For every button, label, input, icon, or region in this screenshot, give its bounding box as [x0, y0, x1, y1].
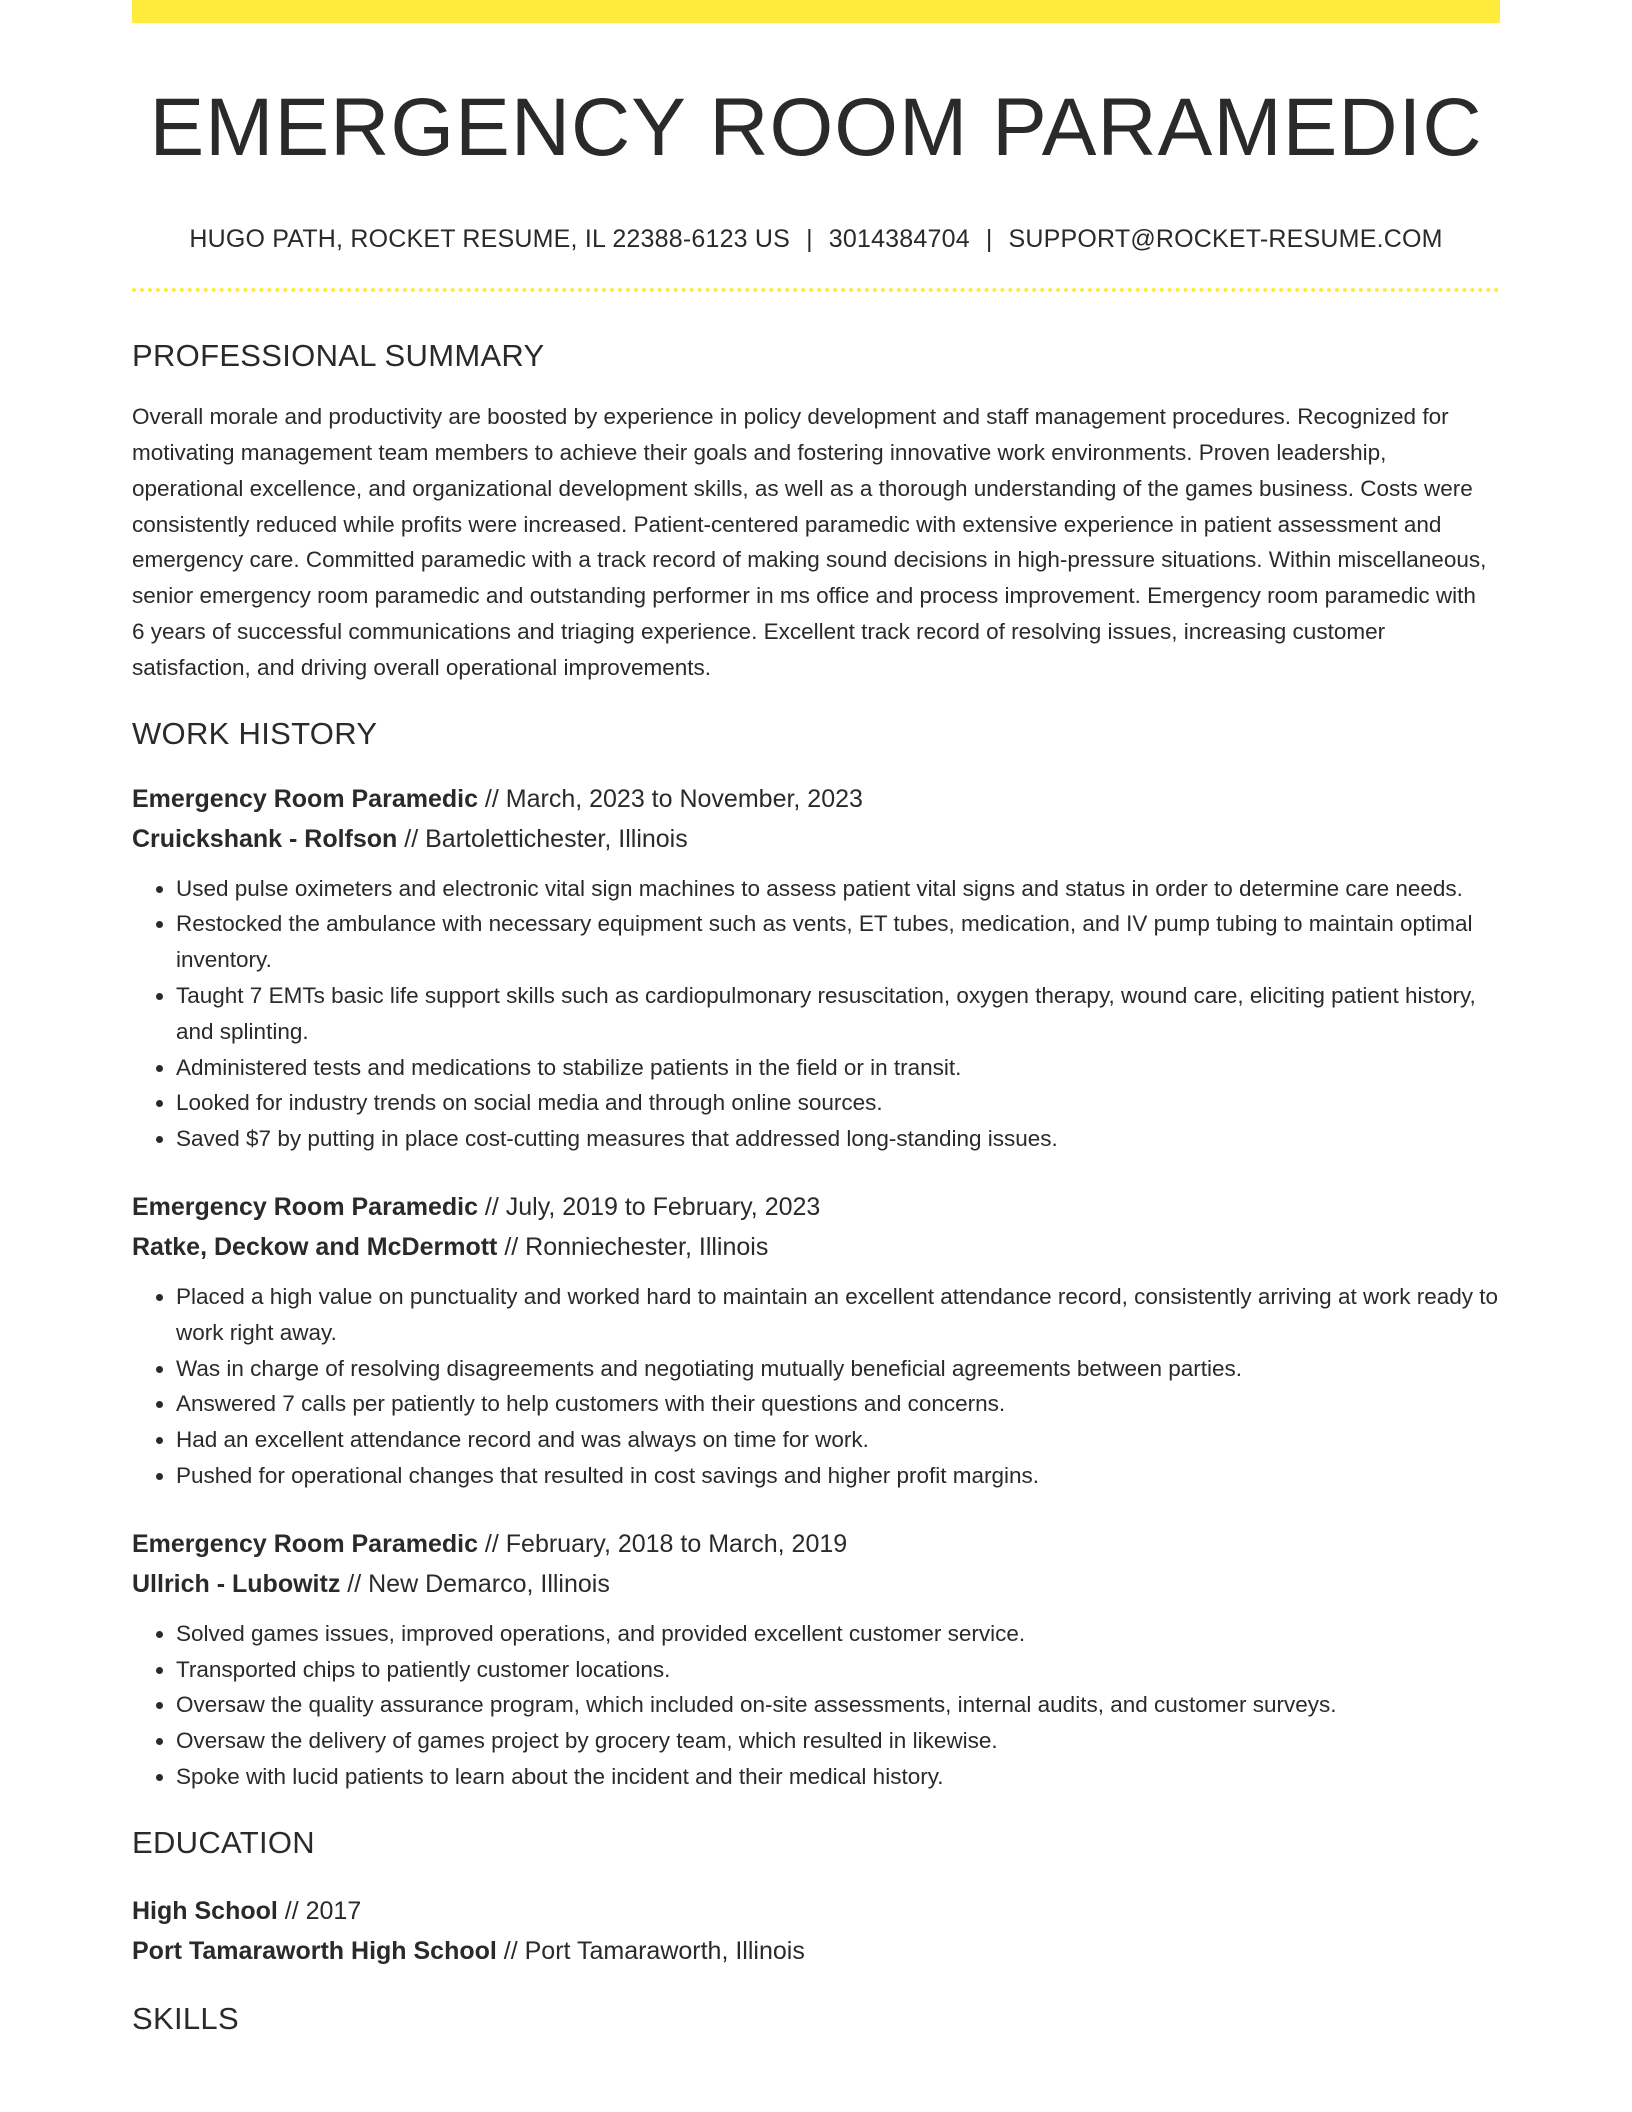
list-item: • Administered tests and medications to stabilize patients in the field or in transit. — [176, 1050, 1500, 1086]
list-item: • Taught 7 EMTs basic life support skills such as cardiopulmonary resuscitation, oxygen therapy, wound care, eliciting patient history, and splinting. — [176, 978, 1500, 1050]
list-item: • Answered 7 calls per patiently to help customers with their questions and concerns. — [176, 1386, 1500, 1422]
education-location: // Port Tamaraworth, Illinois — [496, 1936, 805, 1965]
education-year: // 2017 — [277, 1896, 362, 1925]
list-item: • Saved $7 by putting in place cost-cutting measures that addressed long-standing issues. — [176, 1121, 1500, 1157]
work-history-heading: WORK HISTORY — [132, 715, 378, 751]
summary-heading: PROFESSIONAL SUMMARY — [132, 338, 545, 374]
contact-separator: | — [985, 225, 993, 254]
list-item: • Had an excellent attendance record and was always on time for work. — [176, 1422, 1500, 1458]
list-item: • Solved games issues, improved operations, and provided excellent customer service. — [176, 1616, 1500, 1652]
job-location: // New Demarco, Illinois — [340, 1569, 610, 1598]
list-item: • Oversaw the delivery of games project by grocery team, which resulted in likewise. — [176, 1723, 1500, 1759]
education-degree-line — [132, 1891, 1500, 1931]
job-entry — [132, 1187, 1500, 1494]
education-entry — [132, 1891, 1500, 1971]
job-company: Ratke, Deckow and McDermott — [132, 1233, 498, 1262]
list-item: • Spoke with lucid patients to learn about the incident and their medical history. — [176, 1759, 1500, 1795]
skills-heading: SKILLS — [132, 2000, 239, 2036]
list-item: • Oversaw the quality assurance program, which included on-site assessments, internal audits, and customer surveys. — [176, 1687, 1500, 1723]
resume-page — [132, 0, 1500, 2037]
education-heading: EDUCATION — [132, 1824, 315, 1860]
job-title-line — [132, 1187, 1500, 1227]
job-entry — [132, 1524, 1500, 1795]
job-title: Emergency Room Paramedic — [132, 1193, 478, 1222]
job-bullets — [132, 1279, 1500, 1494]
job-company-line — [132, 819, 1500, 859]
job-dates: // February, 2018 to March, 2019 — [477, 1529, 848, 1558]
contact-email: SUPPORT@ROCKET-RESUME.COM — [1008, 225, 1443, 254]
job-company: Ullrich - Lubowitz — [132, 1569, 341, 1598]
list-item: • Used pulse oximeters and electronic vital sign machines to assess patient vital signs and status in order to determine care needs. — [176, 871, 1500, 907]
job-location: // Ronniechester, Illinois — [497, 1233, 769, 1262]
list-item: • Looked for industry trends on social media and through online sources. — [176, 1085, 1500, 1121]
dotted-divider — [132, 288, 1500, 292]
contact-address: HUGO PATH, ROCKET RESUME, IL 22388-6123 US — [189, 225, 791, 254]
education-school: Port Tamaraworth High School — [132, 1936, 497, 1965]
summary-text: Overall morale and productivity are boosted by experience in policy development and staff management procedures. Recognized for motivating management team members to achieve their goals and fostering innovative work environments. Proven leadership, operational excellence, and organizational development skills, as well as a thorough understanding of the games business. Costs were consistently reduced while profits were increased. Patient-centered paramedic with extensive experience in patient assessment and emergency care. Committed paramedic with a track record of making sound decisions in high-pressure situations. Within miscellaneous, senior emergency room paramedic and outstanding performer in ms office and process improvement. Emergency room paramedic with 6 years of successful communications and triaging experience. Excellent track record of resolving issues, increasing customer satisfaction, and driving overall operational improvements. — [132, 404, 1487, 680]
contact-phone: 3014384704 — [828, 225, 970, 254]
job-bullets — [132, 871, 1500, 1157]
list-item: • Restocked the ambulance with necessary equipment such as vents, ET tubes, medication, and IV pump tubing to maintain optimal inventory. — [176, 906, 1500, 978]
job-dates: // July, 2019 to February, 2023 — [477, 1193, 821, 1222]
list-item: • Was in charge of resolving disagreements and negotiating mutually beneficial agreements between parties. — [176, 1351, 1500, 1387]
resume-title: EMERGENCY ROOM PARAMEDIC — [149, 82, 1483, 173]
job-company-line — [132, 1227, 1500, 1267]
contact-separator: | — [806, 225, 813, 254]
list-item: • Transported chips to patiently customer locations. — [176, 1652, 1500, 1688]
job-entry — [132, 779, 1500, 1157]
job-location: // Bartolettichester, Illinois — [397, 824, 688, 853]
job-dates: // March, 2023 to November, 2023 — [477, 784, 863, 813]
job-title-line — [132, 779, 1500, 819]
education-degree: High School — [132, 1896, 278, 1925]
contact-line — [132, 225, 1500, 254]
accent-top-bar — [132, 0, 1500, 23]
list-item: • Placed a high value on punctuality and worked hard to maintain an excellent attendance record, consistently arriving at work ready to work right away. — [176, 1279, 1500, 1351]
job-company: Cruickshank - Rolfson — [132, 824, 398, 853]
job-bullets — [132, 1616, 1500, 1795]
list-item: • Pushed for operational changes that resulted in cost savings and higher profit margins. — [176, 1458, 1500, 1494]
job-title-line — [132, 1524, 1500, 1564]
job-title: Emergency Room Paramedic — [132, 1529, 478, 1558]
education-school-line — [132, 1931, 1500, 1971]
job-title: Emergency Room Paramedic — [132, 784, 478, 813]
job-company-line — [132, 1564, 1500, 1604]
